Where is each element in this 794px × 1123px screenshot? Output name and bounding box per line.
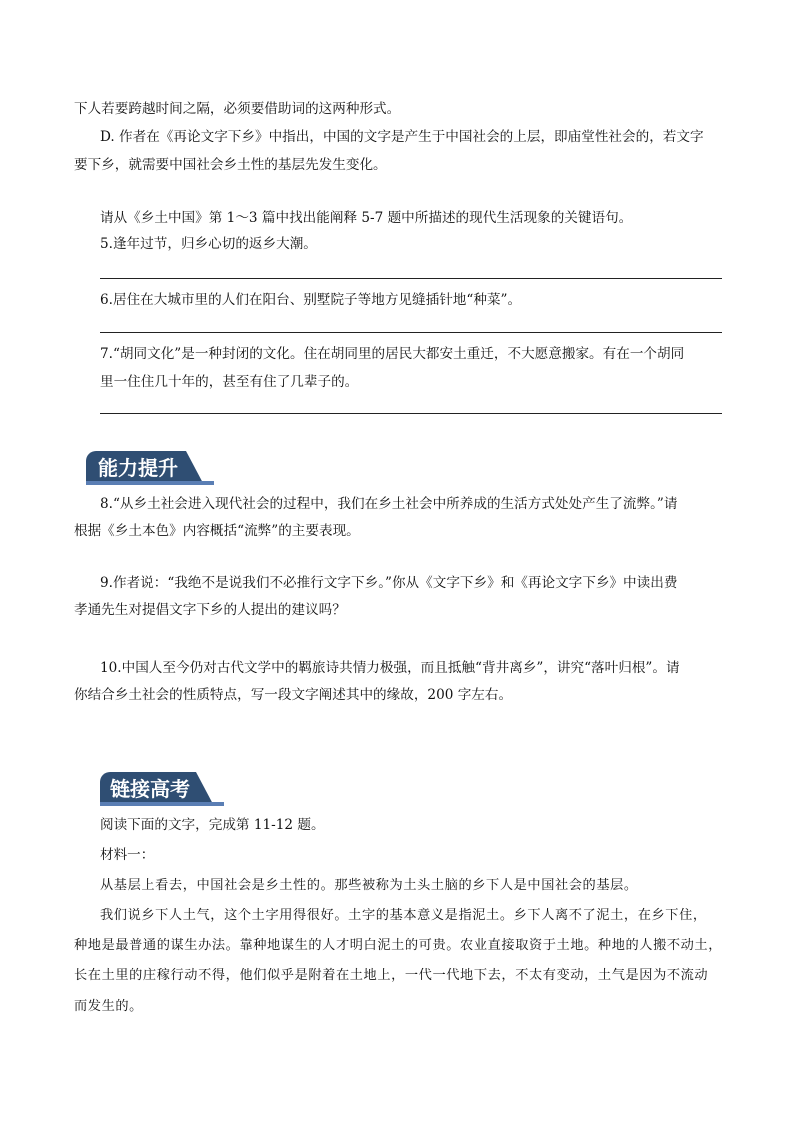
question-10-line: 你结合乡土社会的性质特点，写一段文字阐述其中的缘故，200 字左右。 (74, 687, 513, 703)
section-badge-ability (86, 451, 214, 485)
question-6: 6.居住在大城市里的人们在阳台、别墅院子等地方见缝插针地“种菜”。 (100, 292, 522, 308)
section-title: 链接高考 (110, 777, 190, 801)
question-10-line: 10.中国人至今仍对古代文学中的羁旅诗共情力极强，而且抵触“背井离乡”，讲究“落叶归根”。请 (100, 660, 680, 676)
question-7-line: 7.“胡同文化”是一种封闭的文化。住在胡同里的居民大都安土重迁，不大愿意搬家。有在一个胡同 (100, 346, 685, 362)
question-8-line: 根据《乡土本色》内容概括“流弊”的主要表现。 (74, 523, 360, 539)
reading-instruction: 阅读下面的文字，完成第 11-12 题。 (100, 817, 325, 833)
section-title: 能力提升 (98, 456, 178, 480)
option-d-line: 要下乡，就需要中国社会乡土性的基层先发生变化。 (74, 157, 387, 173)
answer-line (100, 332, 722, 333)
question-8-line: 8.“从乡土社会进入现代社会的过程中，我们在乡土社会中所养成的生活方式处处产生了流弊。”请 (100, 496, 678, 512)
question-9-line: 孝通先生对提倡文字下乡的人提出的建议吗？ (74, 602, 346, 618)
intro-line: 下人若要跨越时间之隔，必须要借助词的这两种形式。 (74, 101, 401, 117)
answer-line (100, 413, 722, 414)
material-line: 我们说乡下人土气，这个土字用得很好。土字的基本意义是指泥土。乡下人离不了泥土，在乡下住， (100, 908, 707, 923)
material-line: 从基层上看去，中国社会是乡土性的。那些被称为土头土脑的乡下人是中国社会的基层。 (100, 878, 638, 893)
question-5: 5.逢年过节，归乡心切的返乡大潮。 (100, 236, 317, 252)
question-7-line: 里一住住几十年的，甚至有住了几辈子的。 (100, 374, 359, 390)
material-line: 种地是最普通的谋生办法。靠种地谋生的人才明白泥土的可贵。农业直接取资于土地。种地的人搬不动土， (74, 938, 723, 953)
material-line: 而发生的。 (74, 999, 143, 1014)
material-label: 材料一： (100, 847, 155, 863)
material-line: 长在土里的庄稼行动不得，他们似乎是附着在土地上，一代一代地下去，不太有变动，土气是因为不流动 (74, 968, 709, 983)
option-d-line: D. 作者在《再论文字下乡》中指出，中国的文字是产生于中国社会的上层，即庙堂性社会的，若文字 (100, 129, 704, 145)
section-badge-gaokao (100, 772, 224, 806)
instruction-text: 请从《乡土中国》第 1～3 篇中找出能阐释 5-7 题中所描述的现代生活现象的关键语句。 (100, 210, 633, 226)
answer-line (100, 278, 722, 279)
question-9-line: 9.作者说：“我绝不是说我们不必推行文字下乡。”你从《文字下乡》和《再论文字下乡》中读出费 (100, 575, 678, 591)
